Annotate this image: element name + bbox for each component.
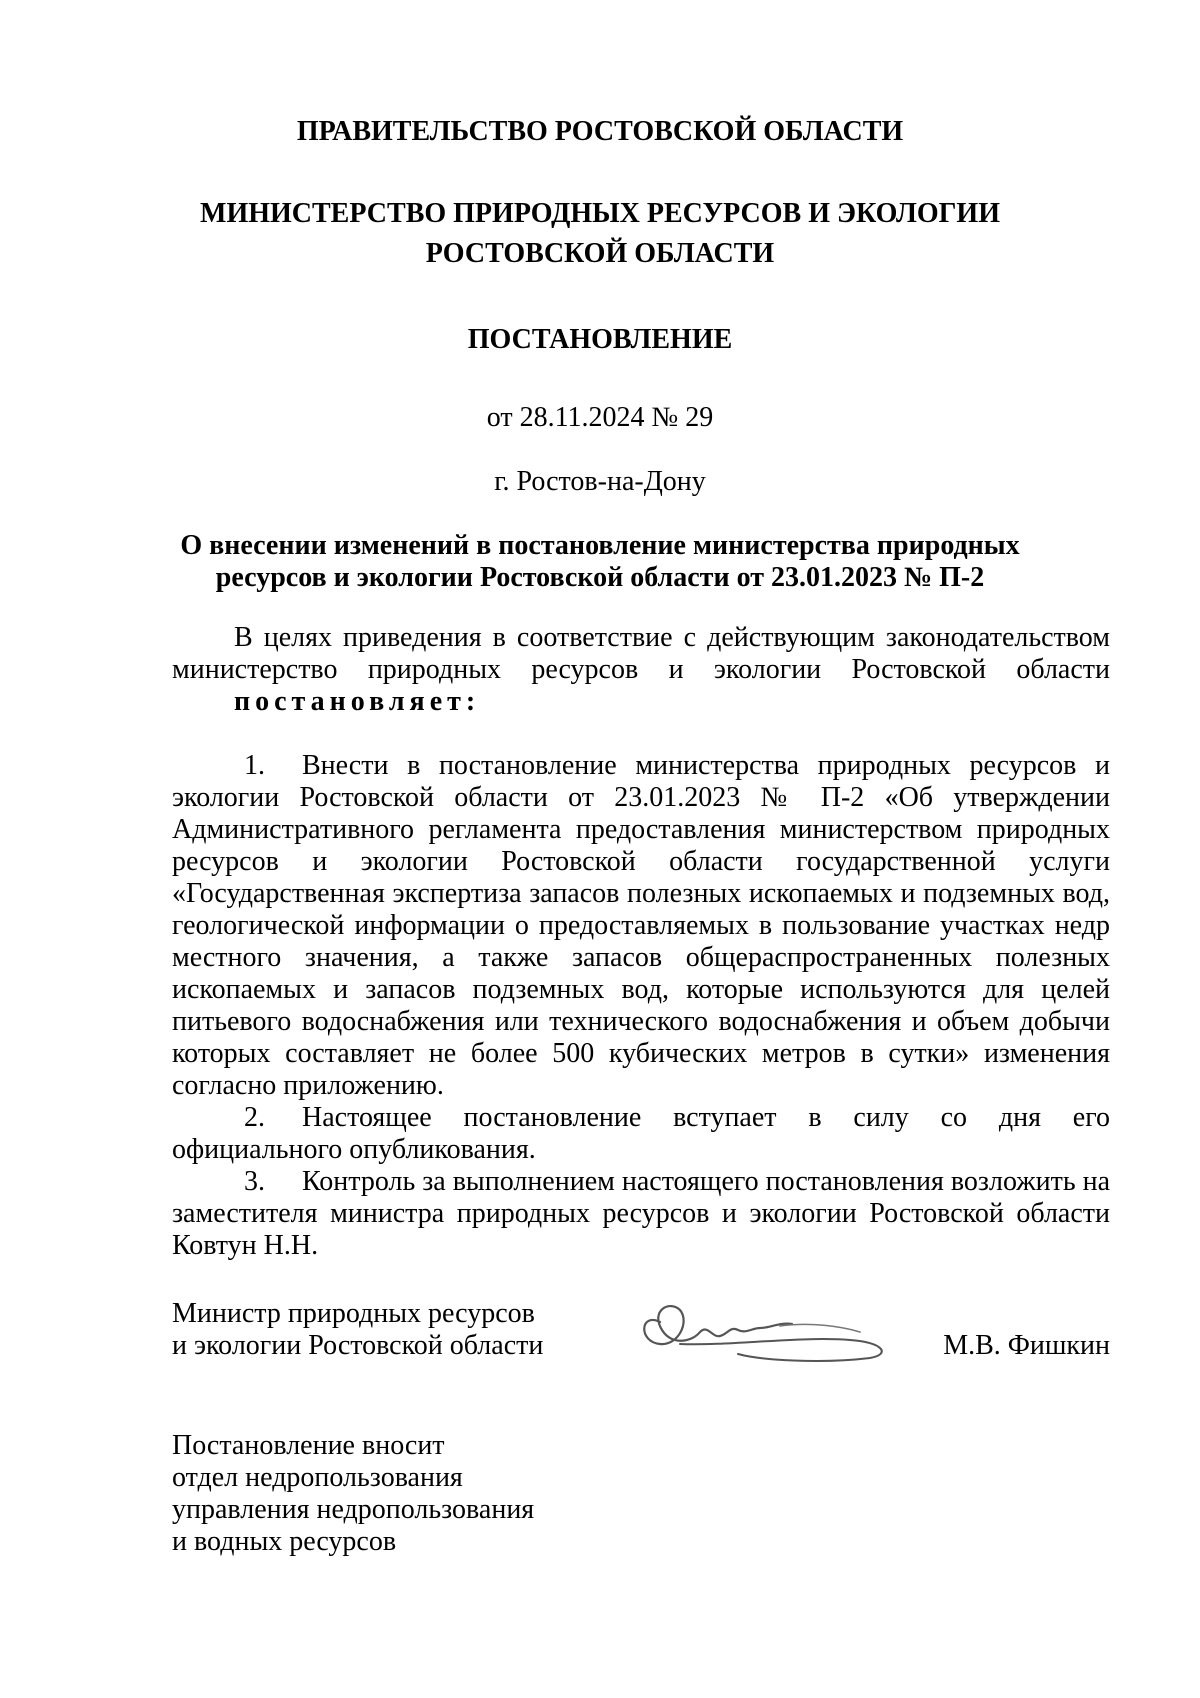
ministry-heading [0, 198, 1200, 270]
signer-name: М.В. Фишкин [943, 1330, 1110, 1361]
document-type: ПОСТАНОВЛЕНИЕ [467, 324, 733, 355]
resolution-item-2 [172, 1102, 1110, 1166]
submitted-by-line2: отдел недропользования [172, 1462, 463, 1493]
submitted-by-line3: управления недропользования [172, 1494, 535, 1525]
item-text: Контроль за выполнением настоящего постановления возложить на заместителя министра природных ресурсов и экологии Ростовской области Ковтун Н.Н. [172, 1166, 1110, 1261]
decides-word: постановляет: [234, 686, 481, 717]
handwritten-signature-icon [620, 1282, 940, 1392]
resolution-items [172, 750, 1110, 1262]
signer-position-line1: Министр природных ресурсов [172, 1298, 535, 1329]
preamble-paragraph [172, 622, 1110, 718]
submitted-by-note [172, 1430, 672, 1558]
item-number: 3. [244, 1166, 265, 1197]
signer-position-line2: и экологии Ростовской области [172, 1330, 544, 1361]
item-number: 2. [244, 1102, 265, 1133]
item-text: Внести в постановление министерства природных ресурсов и экологии Ростовской области от 23.01.2023 № П-2 «Об утверждении Административного регламента предоставления министерством природных ресурсов и экологии Ростовской области государственной услуги «Государственная экспертиза запасов полезных ископаемых и подземных вод, геологической информации о предоставляемых в пользование участках недр местного значения, а также запасов общераспространенных полезных ископаемых и запасов подземных вод, которые используются для целей питьевого водоснабжения или технического водоснабжения и объем добычи которых составляет не более 500 кубических метров в сутки» изменения согласно приложению. [172, 750, 1110, 1101]
subject-line2: ресурсов и экологии Ростовской области от 23.01.2023 № П-2 [215, 562, 985, 593]
subject-line1: О внесении изменений в постановление министерства природных [180, 530, 1020, 561]
ministry-heading-line1: МИНИСТЕРСТВО ПРИРОДНЫХ РЕСУРСОВ И ЭКОЛОГИИ [200, 198, 1000, 229]
signer-position [172, 1298, 592, 1362]
document-date-number: от 28.11.2024 № 29 [486, 402, 714, 433]
ministry-heading-line2: РОСТОВСКОЙ ОБЛАСТИ [425, 238, 775, 269]
preamble-text: В целях приведения в соответствие с действующим законодательством министерство природных ресурсов и экологии Ростовской области [172, 622, 1110, 685]
resolution-item-1 [172, 750, 1110, 1102]
document-subject [0, 530, 1200, 594]
preamble [172, 622, 1110, 718]
signature-block [172, 1298, 1110, 1378]
item-number: 1. [244, 750, 265, 781]
government-heading: ПРАВИТЕЛЬСТВО РОСТОВСКОЙ ОБЛАСТИ [296, 116, 904, 147]
resolution-item-3 [172, 1166, 1110, 1262]
submitted-by-line4: и водных ресурсов [172, 1526, 397, 1557]
submitted-by-line1: Постановление вносит [172, 1430, 445, 1461]
document-city: г. Ростов-на-Дону [494, 466, 706, 497]
item-text: Настоящее постановление вступает в силу со дня его официального опубликования. [172, 1102, 1110, 1165]
